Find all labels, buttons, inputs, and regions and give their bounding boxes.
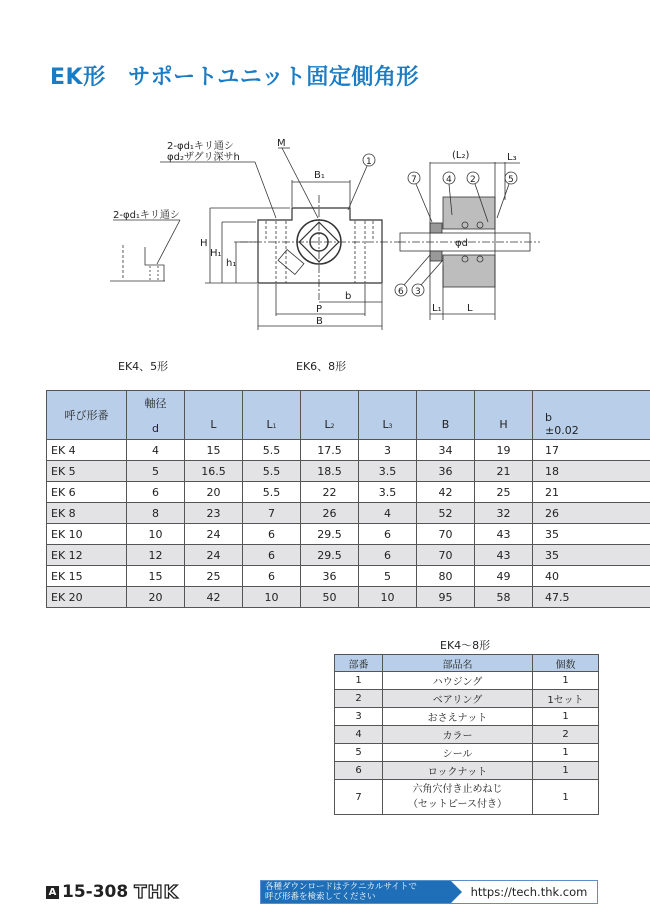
header-H: H bbox=[475, 391, 533, 440]
svg-text:5: 5 bbox=[508, 175, 514, 185]
table-row: EK 4 4 15 5.5 17.5 3 34 19 17 bbox=[47, 440, 650, 461]
table-row: EK 12 12 24 6 29.5 6 70 43 35 bbox=[47, 545, 650, 566]
spec-table bbox=[46, 390, 650, 608]
table-row: EK 10 10 24 6 29.5 6 70 43 35 bbox=[47, 524, 650, 545]
page-number: 15-308 bbox=[62, 882, 129, 902]
header-quantity: 個数 bbox=[533, 655, 599, 672]
svg-text:φd: φd bbox=[455, 238, 468, 249]
svg-text:B₁: B₁ bbox=[314, 170, 325, 181]
header-part-name: 部品名 bbox=[383, 655, 533, 672]
svg-text:H₁: H₁ bbox=[210, 248, 222, 259]
svg-text:φd₂ザグリ深サh: φd₂ザグリ深サh bbox=[167, 152, 240, 163]
table-row: EK 8 8 23 7 26 4 52 32 26 bbox=[47, 503, 650, 524]
list-item: 2 ベアリング 1セット bbox=[335, 690, 599, 708]
svg-text:1: 1 bbox=[366, 157, 372, 167]
parts-header-row bbox=[335, 655, 599, 672]
svg-text:4: 4 bbox=[446, 175, 452, 185]
list-item: 4 カラー 2 bbox=[335, 726, 599, 744]
caption-ek68: EK6、8形 bbox=[296, 360, 347, 373]
header-b: b ±0.02 bbox=[533, 391, 650, 440]
svg-text:h₁: h₁ bbox=[226, 258, 237, 269]
svg-text:L: L bbox=[467, 303, 473, 314]
spec-header-row bbox=[47, 391, 650, 440]
parts-table bbox=[334, 654, 599, 815]
svg-text:L₁: L₁ bbox=[432, 303, 442, 314]
svg-text:B: B bbox=[316, 316, 323, 327]
tech-site-link[interactable]: https://tech.thk.com bbox=[470, 885, 588, 899]
header-L2: L2 bbox=[301, 391, 359, 440]
header-L1: L1 bbox=[243, 391, 301, 440]
svg-text:2-φd₁キリ通シ: 2-φd₁キリ通シ bbox=[113, 210, 180, 221]
svg-text:3: 3 bbox=[415, 287, 421, 297]
svg-text:(L₂): (L₂) bbox=[452, 150, 470, 161]
list-item: 5 シール 1 bbox=[335, 744, 599, 762]
svg-text:2-φd₁キリ通シ: 2-φd₁キリ通シ bbox=[167, 141, 234, 152]
svg-text:7: 7 bbox=[411, 175, 417, 185]
header-shaft-dia: 軸径 d bbox=[127, 391, 185, 440]
download-note: 各種ダウンロードはテクニカルサイトで 呼び形番を検索してください bbox=[261, 881, 451, 903]
header-B: B bbox=[417, 391, 475, 440]
svg-text:M: M bbox=[277, 138, 286, 149]
svg-text:2: 2 bbox=[470, 175, 476, 185]
technical-drawing bbox=[0, 120, 650, 360]
table-row: EK 15 15 25 6 36 5 80 49 40 bbox=[47, 566, 650, 587]
svg-text:P: P bbox=[316, 304, 323, 315]
table-row: EK 5 5 16.5 5.5 18.5 3.5 36 21 18 bbox=[47, 461, 650, 482]
svg-text:6: 6 bbox=[398, 287, 404, 297]
header-model: 呼び形番 bbox=[47, 391, 127, 440]
section-badge: A bbox=[46, 886, 59, 899]
list-item: 7 六角穴付き止めねじ （セットピース付き） 1 bbox=[335, 780, 599, 815]
download-banner[interactable] bbox=[260, 880, 598, 904]
caption-ek45: EK4、5形 bbox=[118, 360, 169, 373]
page-footer bbox=[46, 880, 179, 904]
table-row: EK 20 20 42 10 50 10 95 58 47.5 bbox=[47, 587, 650, 608]
svg-text:b: b bbox=[345, 291, 352, 302]
svg-text:H: H bbox=[200, 238, 208, 249]
header-L3: L3 bbox=[359, 391, 417, 440]
thk-logo: THK bbox=[134, 881, 179, 903]
list-item: 6 ロックナット 1 bbox=[335, 762, 599, 780]
list-item: 1 ハウジング 1 bbox=[335, 672, 599, 690]
list-item: 3 おさえナット 1 bbox=[335, 708, 599, 726]
svg-text:L₃: L₃ bbox=[507, 152, 517, 163]
header-L: L bbox=[185, 391, 243, 440]
table-row: EK 6 6 20 5.5 22 3.5 42 25 21 bbox=[47, 482, 650, 503]
header-part-no: 部番 bbox=[335, 655, 383, 672]
page-title: EK形 サポートユニット固定側角形 bbox=[50, 65, 419, 90]
parts-caption: EK4～8形 bbox=[440, 639, 491, 652]
